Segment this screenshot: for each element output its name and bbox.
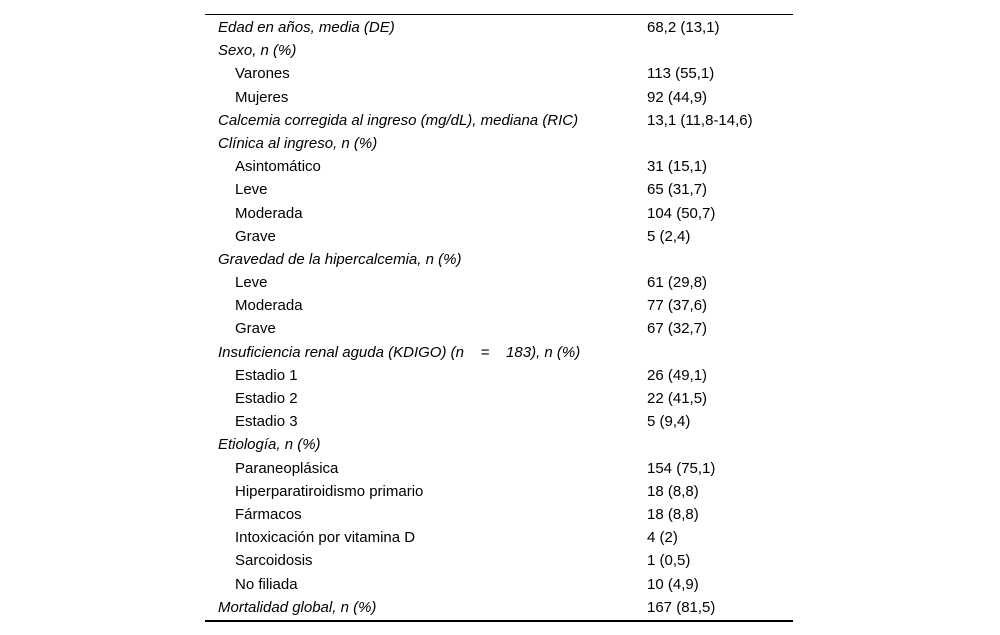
row-label: Gravedad de la hipercalcemia, n (%) xyxy=(218,250,462,268)
table-row xyxy=(205,248,793,271)
row-value: 68,2 (13,1) xyxy=(647,19,720,36)
row-value: 22 (41,5) xyxy=(647,390,708,407)
row-label: Mortalidad global, n (%) xyxy=(218,598,377,616)
row-label: Mujeres xyxy=(235,88,289,106)
row-label: Moderada xyxy=(235,204,303,222)
row-label: Leve xyxy=(235,274,268,292)
table-row xyxy=(205,317,793,340)
table-row xyxy=(205,178,793,201)
row-value: 31 (15,1) xyxy=(647,158,708,176)
row-label: Sexo, n (%) xyxy=(218,42,297,60)
row-value: 1 (0,5) xyxy=(647,552,691,570)
row-value: 77 (37,6) xyxy=(647,297,708,315)
row-value: 65 (31,7) xyxy=(647,181,708,199)
table-row xyxy=(205,132,793,155)
row-label: Sarcoidosis xyxy=(235,552,313,570)
row-label: Estadio 3 xyxy=(235,413,298,431)
row-value: 154 (75,1) xyxy=(647,459,716,477)
row-label: Estadio 1 xyxy=(235,366,298,384)
row-label: Moderada xyxy=(235,297,303,315)
row-label: Paraneoplásica xyxy=(235,459,339,477)
table-row xyxy=(205,410,793,433)
row-value: 10 (4,9) xyxy=(647,575,699,593)
table-row xyxy=(205,364,793,387)
row-value: 5 (9,4) xyxy=(647,413,691,431)
row-value: 104 (50,7) xyxy=(647,204,716,222)
row-label: Asintomático xyxy=(235,158,321,176)
row-label: Grave xyxy=(235,320,276,338)
row-label: Calcemia corregida al ingreso (mg/dL), mediana (RIC) xyxy=(218,111,579,129)
table-row xyxy=(205,457,793,480)
row-value: 5 (2,4) xyxy=(647,227,691,245)
row-label: No filiada xyxy=(235,575,298,593)
row-value: 67 (32,7) xyxy=(647,320,708,338)
table-row xyxy=(205,86,793,109)
row-value: 92 (44,9) xyxy=(647,88,708,106)
table-row xyxy=(205,549,793,572)
row-value: 13,1 (11,8-14,6) xyxy=(647,111,753,129)
row-value: 18 (8,8) xyxy=(647,482,699,500)
row-value: 18 (8,8) xyxy=(647,505,699,523)
row-label: Varones xyxy=(235,65,290,83)
row-label: Hiperparatiroidismo primario xyxy=(235,482,424,500)
table-row xyxy=(205,202,793,225)
row-label: Clínica al ingreso, n (%) xyxy=(218,134,378,152)
row-value: 61 (29,8) xyxy=(647,274,708,292)
row-label: Intoxicación por vitamina D xyxy=(235,529,416,547)
table-row xyxy=(205,596,793,619)
table-row xyxy=(205,109,793,132)
table-row xyxy=(205,294,793,317)
row-label: Estadio 2 xyxy=(235,390,298,407)
row-value: 113 (55,1) xyxy=(647,65,715,83)
table-row xyxy=(205,480,793,503)
table-row xyxy=(205,526,793,549)
row-value: 4 (2) xyxy=(647,529,678,547)
table-row xyxy=(205,387,793,410)
row-label: Grave xyxy=(235,227,276,245)
table-row xyxy=(205,16,793,39)
table-row xyxy=(205,573,793,596)
patient-characteristics-table xyxy=(205,14,793,622)
table-row xyxy=(205,271,793,294)
row-label: Leve xyxy=(235,181,268,199)
row-label: Insuficiencia renal aguda (KDIGO) (n = 183), n (%) xyxy=(218,343,581,361)
table-row xyxy=(205,503,793,526)
table-row xyxy=(205,341,793,364)
table-row xyxy=(205,433,793,456)
row-value: 26 (49,1) xyxy=(647,366,708,384)
row-value: 167 (81,5) xyxy=(647,598,716,616)
row-label: Fármacos xyxy=(235,505,302,523)
row-label: Edad en años, media (DE) xyxy=(218,19,395,36)
row-label: Etiología, n (%) xyxy=(218,436,321,454)
table-row xyxy=(205,39,793,62)
table-row xyxy=(205,155,793,178)
table-row xyxy=(205,62,793,85)
table-row xyxy=(205,225,793,248)
